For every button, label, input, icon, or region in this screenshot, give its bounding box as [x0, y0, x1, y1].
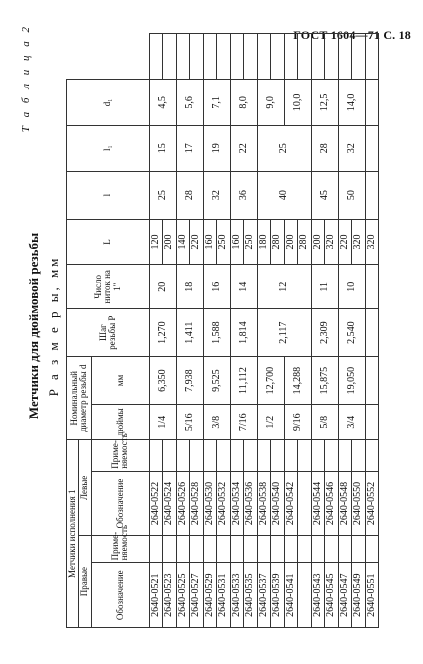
blank [325, 34, 339, 80]
right-applicability [365, 536, 379, 563]
blank [338, 34, 352, 80]
left-designation: 2640-0552 [365, 471, 379, 536]
right-designation: 2640-0531 [217, 563, 231, 628]
pitch-value: 1,814 [230, 309, 257, 357]
blank [163, 34, 177, 80]
table-caption: Т а б л и ц а 2 [20, 24, 32, 133]
L-value: 160 [230, 219, 244, 265]
right-applicability [352, 536, 366, 563]
d1-value: 8,0 [230, 79, 257, 125]
left-applicability [176, 440, 190, 471]
left-designation: 2640-0550 [352, 471, 366, 536]
L-value: 280 [298, 219, 312, 265]
left-applicability [203, 440, 217, 471]
dimensions-table [66, 33, 379, 628]
threads-value: 18 [176, 265, 203, 309]
threads-value: 11 [311, 265, 338, 309]
l1-value: 32 [338, 125, 365, 171]
left-designation: 2640-0534 [230, 471, 244, 536]
pitch-header: Шаг резьбы P [67, 309, 150, 357]
L-value: 250 [244, 219, 258, 265]
d1-value: 10,0 [284, 79, 311, 125]
left-applicability [338, 440, 352, 471]
table-subtitle: Р а з м е р ы, мм [46, 255, 61, 397]
right-designation: 2640-0543 [311, 563, 325, 628]
right-applicability [311, 536, 325, 563]
left-applicability [352, 440, 366, 471]
threads-value [365, 265, 379, 309]
right-designation: 2640-0533 [230, 563, 244, 628]
table-row [203, 34, 217, 628]
l1-header: l₁ [67, 125, 150, 171]
left-applicability [190, 440, 204, 471]
right-applicability [230, 536, 244, 563]
blank [284, 34, 298, 80]
d1-value: 4,5 [149, 79, 176, 125]
inches-value: 9/16 [284, 405, 311, 440]
threads-value: 12 [257, 265, 311, 309]
left-designation-header: Обозначение [91, 471, 149, 536]
mm-value: 11,112 [230, 357, 257, 405]
right-applicability [176, 536, 190, 563]
L-value: 320 [352, 219, 366, 265]
d1-header: d₁ [67, 79, 150, 125]
pitch-value: 1,411 [176, 309, 203, 357]
inches-value: 3/4 [338, 405, 365, 440]
left-designation: 2640-0522 [149, 471, 163, 536]
table-row [338, 34, 352, 628]
nominal-diameter-header: Номинальный диаметр резьбы d [67, 357, 92, 440]
inches-value: 3/8 [203, 405, 230, 440]
threads-per-inch-header: Число ниток на 1" [67, 265, 150, 309]
L-value: 200 [311, 219, 325, 265]
inches-value: 5/16 [176, 405, 203, 440]
gost-header: ГОСТ 1604—71 С. 18 [293, 28, 411, 42]
right-designation: 2640-0523 [163, 563, 177, 628]
left-designation: 2640-0538 [257, 471, 271, 536]
left-designation: 2640-0544 [311, 471, 325, 536]
blank [365, 34, 379, 80]
left-applicability [230, 440, 244, 471]
L-value: 160 [203, 219, 217, 265]
left-designation: 2640-0546 [325, 471, 339, 536]
left-designation: 2640-0528 [190, 471, 204, 536]
L-value: 280 [271, 219, 285, 265]
l-value: 25 [149, 171, 176, 219]
mm-value [365, 357, 379, 405]
L-value: 220 [338, 219, 352, 265]
inches-value: 7/16 [230, 405, 257, 440]
right-applicability-header: Приме-няемость [91, 536, 149, 563]
right-designation: 2640-0525 [176, 563, 190, 628]
l1-value: 25 [257, 125, 311, 171]
pitch-value: 1,270 [149, 309, 176, 357]
right-applicability [244, 536, 258, 563]
d1-value: 7,1 [203, 79, 230, 125]
mm-header: мм [91, 357, 149, 405]
left-applicability [257, 440, 271, 471]
inches-value: 1/2 [257, 405, 284, 440]
right-applicability [271, 536, 285, 563]
inches-header: дюймы [91, 405, 149, 440]
right-designation: 2640-0535 [244, 563, 258, 628]
l-value: 40 [257, 171, 311, 219]
left-designation: 2640-0526 [176, 471, 190, 536]
l1-value: 19 [203, 125, 230, 171]
blank [190, 34, 204, 80]
mm-value: 12,700 [257, 357, 284, 405]
L-value: 180 [257, 219, 271, 265]
threads-value: 10 [338, 265, 365, 309]
blank [352, 34, 366, 80]
l-value: 28 [176, 171, 203, 219]
blank [257, 34, 271, 80]
left-applicability [244, 440, 258, 471]
right-applicability [217, 536, 231, 563]
blank [244, 34, 258, 80]
left-applicability [149, 440, 163, 471]
l-value: 32 [203, 171, 230, 219]
right-applicability [325, 536, 339, 563]
L-value: 250 [217, 219, 231, 265]
l-value: 45 [311, 171, 338, 219]
L-value: 120 [149, 219, 163, 265]
inches-value: 1/4 [149, 405, 176, 440]
l-value: 50 [338, 171, 365, 219]
left-applicability [298, 440, 312, 471]
blank [271, 34, 285, 80]
l1-value: 28 [311, 125, 338, 171]
right-designation: 2640-0549 [352, 563, 366, 628]
right-designation: 2640-0537 [257, 563, 271, 628]
mm-value: 14,288 [284, 357, 311, 405]
right-designation: 2640-0545 [325, 563, 339, 628]
d1-value [365, 79, 379, 125]
left-designation [298, 471, 312, 536]
mm-value: 7,938 [176, 357, 203, 405]
blank [203, 34, 217, 80]
table-row [230, 34, 244, 628]
right-applicability [149, 536, 163, 563]
right-applicability [190, 536, 204, 563]
right-designation: 2640-0527 [190, 563, 204, 628]
L-value: 140 [176, 219, 190, 265]
left-applicability [284, 440, 298, 471]
d1-value: 12,5 [311, 79, 338, 125]
left-designation: 2640-0542 [284, 471, 298, 536]
threads-value: 16 [203, 265, 230, 309]
right-applicability [257, 536, 271, 563]
left-applicability [217, 440, 231, 471]
threads-value: 20 [149, 265, 176, 309]
rotated-page-content [16, 16, 406, 636]
threads-value: 14 [230, 265, 257, 309]
left-applicability [311, 440, 325, 471]
right-designation [298, 563, 312, 628]
L-header: L [67, 219, 150, 265]
table-title: Метчики для дюймовой резьбы [26, 232, 41, 420]
right-designation: 2640-0529 [203, 563, 217, 628]
inches-value: 5/8 [311, 405, 338, 440]
left-designation: 2640-0530 [203, 471, 217, 536]
table-row [149, 34, 163, 628]
l-value: 36 [230, 171, 257, 219]
mm-value: 9,525 [203, 357, 230, 405]
L-value: 200 [163, 219, 177, 265]
blank [176, 34, 190, 80]
table-row [311, 34, 325, 628]
l-header: l [67, 171, 150, 219]
mm-value: 15,875 [311, 357, 338, 405]
left-designation: 2640-0536 [244, 471, 258, 536]
blank [298, 34, 312, 80]
right-applicability [298, 536, 312, 563]
right-designation: 2640-0551 [365, 563, 379, 628]
blank [149, 34, 163, 80]
right-header: Правые [79, 536, 91, 628]
mm-value: 19,050 [338, 357, 365, 405]
l1-value: 17 [176, 125, 203, 171]
left-applicability [163, 440, 177, 471]
d1-value: 9,0 [257, 79, 284, 125]
left-designation: 2640-0532 [217, 471, 231, 536]
pitch-value: 2,309 [311, 309, 338, 357]
d1-value: 5,6 [176, 79, 203, 125]
pitch-value: 1,588 [203, 309, 230, 357]
right-designation: 2640-0539 [271, 563, 285, 628]
table-row [176, 34, 190, 628]
l1-value: 22 [230, 125, 257, 171]
left-designation: 2640-0548 [338, 471, 352, 536]
L-value: 320 [325, 219, 339, 265]
l-value [365, 171, 379, 219]
left-header: Левые [79, 440, 91, 536]
blank [230, 34, 244, 80]
left-applicability-header: Приме-няемость [91, 440, 149, 471]
inches-value [365, 405, 379, 440]
left-applicability [325, 440, 339, 471]
L-value: 200 [284, 219, 298, 265]
l1-value [365, 125, 379, 171]
right-designation: 2640-0547 [338, 563, 352, 628]
l1-value: 15 [149, 125, 176, 171]
pitch-value [365, 309, 379, 357]
left-applicability [271, 440, 285, 471]
d1-value: 14,0 [338, 79, 365, 125]
right-designation: 2640-0541 [284, 563, 298, 628]
L-value: 320 [365, 219, 379, 265]
right-applicability [203, 536, 217, 563]
right-applicability [338, 536, 352, 563]
left-designation: 2640-0540 [271, 471, 285, 536]
blank [217, 34, 231, 80]
right-applicability [163, 536, 177, 563]
table-row [365, 34, 379, 628]
left-designation: 2640-0524 [163, 471, 177, 536]
pitch-value: 2,540 [338, 309, 365, 357]
right-designation-header: Обозначение [91, 563, 149, 628]
table-row [257, 34, 271, 628]
right-designation: 2640-0521 [149, 563, 163, 628]
exec-group-header: Метчики исполнения 1 [67, 440, 79, 628]
L-value: 220 [190, 219, 204, 265]
blank [311, 34, 325, 80]
pitch-value: 2,117 [257, 309, 311, 357]
left-applicability [365, 440, 379, 471]
right-applicability [284, 536, 298, 563]
mm-value: 6,350 [149, 357, 176, 405]
